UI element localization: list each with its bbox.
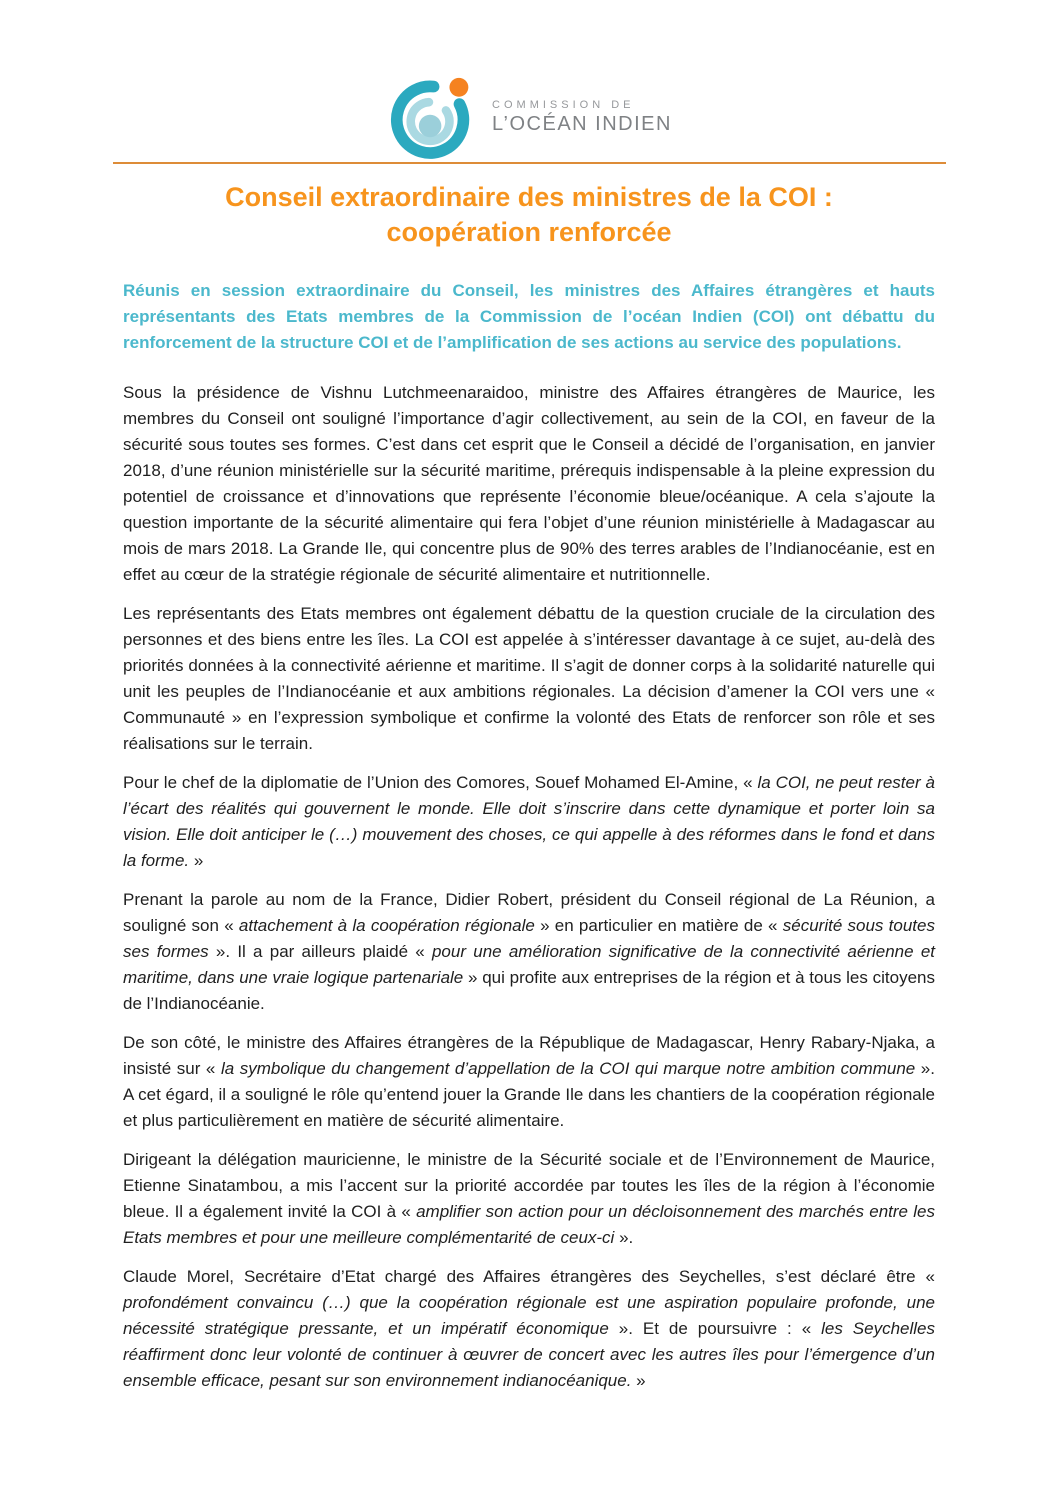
paragraph-text: Les représentants des Etats membres ont également débattu de la question cruciale de la circulation des personnes et des biens entre les îles. La COI est appelée à s’intéresser davantage à ce sujet, au-delà des priorités données à la connectivité aérienne et maritime. Il s’agit de donner corps à la solidarité naturelle qui unit les peuples de l’Indianocéanie et aux ambitions régionales. La décision d’amener la COI vers une « Communauté » en l’expression symbolique et confirme la volonté des Etats de renforcer son rôle et ses réalisations sur le terrain. (123, 604, 935, 754)
quote-text: les Seychelles réaffirment donc leur volonté de continuer à œuvrer de concert avec les autres îles pour l’émergence d’un ensemble efficace, pesant sur son environnement indianocéanique. (123, 1319, 936, 1391)
logo-text (492, 98, 672, 136)
paragraph-text: ». A cet égard, il a souligné le rôle qu’entend jouer la Grande Ile dans les chantiers de la coopération régionale et plus particulièrement en matière de sécurité alimentaire. (123, 1059, 935, 1131)
paragraph-text: Claude Morel, Secrétaire d’Etat chargé des Affaires étrangères des Seychelles, s’est déclaré être « (123, 1267, 935, 1287)
quote-text: sécurité sous toutes ses formes (123, 916, 935, 962)
paragraph-text: ». Et de poursuivre : « (608, 1319, 822, 1339)
quote-text: amplifier son action pour un décloisonnement des marchés entre les Etats membres et pour une meilleure complémentarité de ceux-ci (123, 1202, 935, 1248)
paragraph-text: Prenant la parole au nom de la France, Didier Robert, président du Conseil régional de La Réunion, a souligné son « (123, 890, 935, 936)
paragraph-text: De son côté, le ministre des Affaires étrangères de la République de Madagascar, Henry Rabary-Njaka, a insisté sur « (123, 1033, 935, 1079)
quote-text: profondément convaincu (…) que la coopération régionale est une aspiration populaire profonde, une nécessité stratégique pressante, et un impératif économique (123, 1293, 935, 1339)
paragraph (123, 887, 935, 1017)
logo-line-2: L’OCÉAN INDIEN (492, 113, 672, 136)
logo-line-1: COMMISSION DE (492, 98, 635, 111)
page-title-line-2: coopération renforcée (386, 217, 672, 248)
paragraph (123, 601, 935, 757)
paragraph (123, 380, 935, 588)
paragraph-text: ». (614, 1228, 634, 1248)
page-title (123, 180, 935, 250)
intro-paragraph: Réunis en session extraordinaire du Conseil, les ministres des Affaires étrangères et hauts représentants des Etats membres de la Commission de l’océan Indien (COI) ont débattu du renforcement de la structure COI et de l’amplification de ses actions au service des populations. (123, 281, 935, 353)
quote-text: la COI, ne peut rester à l’écart des réalités qui gouvernent le monde. Elle doit s’inscrire dans cette dynamique et porter loin sa vision. Elle doit anticiper le (…) mouvement des choses, ce qui appelle à des réformes dans le fond et dans la forme. (123, 773, 935, 871)
paragraph (123, 1147, 935, 1251)
paragraph-text: ». Il a par ailleurs plaidé « (208, 942, 432, 962)
article-body (123, 380, 935, 1394)
content-column (123, 278, 935, 1394)
paragraph-text: » qui profite aux entreprises de la région et à tous les citoyens de l’Indianocéanie. (123, 968, 935, 1014)
page-title-line-1: Conseil extraordinaire des ministres de la COI : (225, 182, 833, 212)
logo (0, 0, 1058, 162)
quote-text: pour une amélioration significative de la connectivité aérienne et maritime, dans une vraie logique partenariale (123, 942, 936, 988)
paragraph-text: Dirigeant la délégation mauricienne, le ministre de la Sécurité sociale et de l’Environnement de Maurice, Etienne Sinatambou, a mis l’accent sur la priorité accordée par toutes les îles de la région à l’économie bleue. Il a également invité la COI à « (123, 1150, 935, 1222)
paragraph-text: Sous la présidence de Vishnu Lutchmeenaraidoo, ministre des Affaires étrangères de Maurice, les membres du Conseil ont souligné l’importance d’agir collectivement, au sein de la COI, en faveur de la sécurité sous toutes ses formes. C’est dans cet esprit que le Conseil a décidé de l’organisation, en janvier 2018, d’une réunion ministérielle sur la sécurité maritime, prérequis indispensable à la pleine expression du potentiel de croissance et d’innovations que représente l’économie bleue/océanique. A cela s’ajoute la question importante de la sécurité alimentaire qui fera l’objet d’une réunion ministérielle à Madagascar au mois de mars 2018. La Grande Ile, qui concentre plus de 90% des terres arables de l’Indianocéanie, est en effet au cœur de la stratégie régionale de sécurité alimentaire et nutritionnelle. (123, 383, 935, 585)
paragraph-text: » (631, 1371, 646, 1391)
quote-text: la symbolique du changement d’appellation de la COI qui marque notre ambition commune (220, 1059, 916, 1079)
coi-logo-icon (386, 72, 476, 162)
quote-text: attachement à la coopération régionale (238, 916, 535, 936)
paragraph (123, 1264, 935, 1394)
paragraph-text: Pour le chef de la diplomatie de l’Union des Comores, Souef Mohamed El-Amine, « (123, 773, 758, 793)
paragraph (123, 1030, 935, 1134)
paragraph-text: » en particulier en matière de « (534, 916, 783, 936)
paragraph-text: » (189, 851, 204, 871)
paragraph (123, 770, 935, 874)
header-divider (113, 162, 946, 164)
